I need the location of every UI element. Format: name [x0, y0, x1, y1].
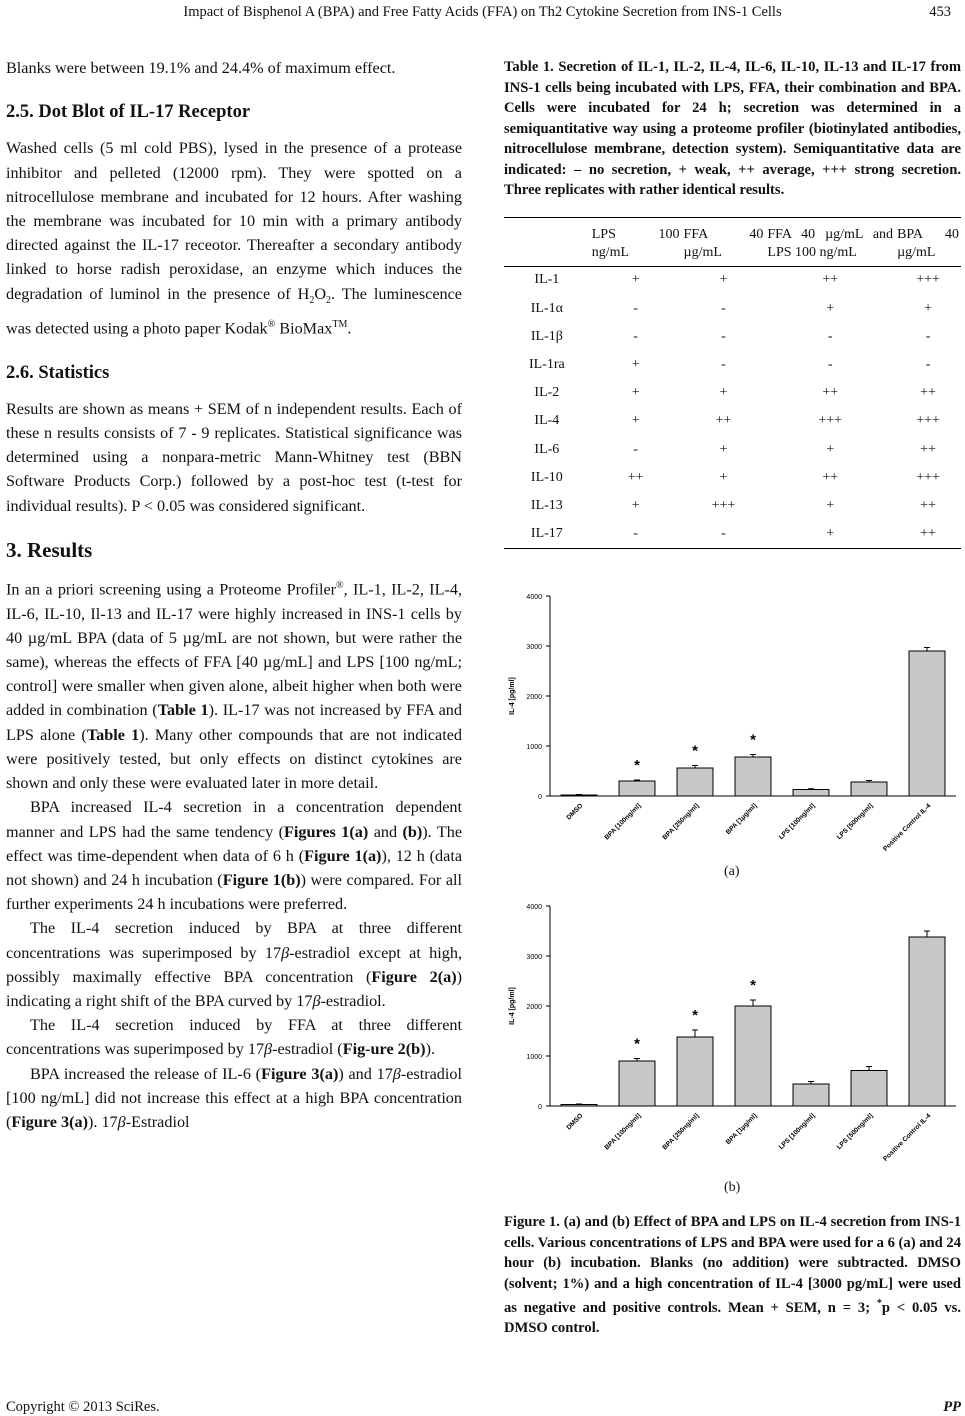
secretion-cell: + [765, 520, 895, 549]
figure-3a-ref[interactable]: Figure 3(a) [261, 1064, 339, 1083]
secretion-cell: + [631, 385, 640, 401]
y-tick-label: 3000 [526, 954, 542, 961]
secretion-cell: - [721, 300, 726, 316]
bar [561, 795, 597, 796]
bar [619, 1061, 655, 1106]
secretion-cell: + [826, 497, 835, 513]
bar [677, 768, 713, 796]
secretion-cell: - [682, 520, 766, 549]
y-tick-label: 1000 [526, 1054, 542, 1061]
figure-2b-ref[interactable]: Fig-ure 2(b) [342, 1040, 426, 1059]
secretion-cell: ++ [822, 385, 839, 401]
y-tick-label: 2000 [526, 694, 542, 701]
cytokine-cell: IL-1β [530, 328, 563, 344]
table-header-row [504, 217, 961, 266]
significance-star: * [692, 742, 698, 760]
significance-star: * [750, 977, 756, 994]
secretion-cell: + [631, 413, 640, 429]
table-header-cell: FFA 40 µg/mL [682, 217, 766, 266]
table-row [504, 520, 961, 549]
figure-1a-chart [504, 588, 961, 873]
x-tick-label: BPA [250ng/ml] [661, 1112, 701, 1152]
figure-1a-svg [504, 588, 961, 868]
bar [677, 1037, 713, 1106]
secretion-cell: - [633, 441, 638, 457]
running-header [0, 4, 965, 26]
bar [793, 1084, 829, 1106]
x-tick-label: BPA [100ng/ml] [603, 802, 643, 842]
y-axis-label: IL-4 [pg/ml] [509, 677, 516, 715]
copyright-text: Copyright © 2013 SciRes. [6, 1399, 160, 1415]
y-tick-label: 3000 [526, 644, 542, 651]
significance-star: * [634, 757, 640, 774]
table-body [504, 266, 961, 549]
results-paragraph-4: The IL-4 secretion induced by FFA at three different concentrations was superimposed by 17β-estradiol (Fig-ure 2(b)). [6, 1016, 462, 1059]
secretion-cell: + [719, 272, 728, 288]
secretion-cell: ++ [822, 272, 839, 288]
figure-1a-ref[interactable]: Figure 1(a) [304, 846, 382, 865]
table-row [504, 266, 961, 295]
x-tick-label: BPA [1µg/ml] [724, 802, 759, 837]
significance-star: * [692, 1007, 698, 1024]
table-header-cell: FFA 40 µg/mL and LPS 100 ng/mL [765, 217, 895, 266]
secretion-cell: - [925, 328, 931, 344]
section-3-heading: 3. Results [6, 537, 93, 562]
secretion-cell: +++ [818, 413, 843, 429]
significance-star: * [634, 1035, 640, 1053]
bar [851, 782, 887, 796]
secretion-cell: ++ [715, 413, 732, 429]
figure-3a-ref[interactable]: Figure 3(a) [11, 1112, 88, 1131]
bar [735, 1006, 771, 1106]
significance-star: * [750, 731, 756, 749]
table-1 [504, 217, 961, 550]
secretion-cell: - [633, 300, 638, 316]
secretion-cell: +++ [916, 469, 940, 485]
bar [793, 790, 829, 797]
footer [6, 1399, 961, 1416]
table-1-caption: Table 1. Secretion of IL-1, IL-2, IL-4, IL-6, IL-10, IL-13 and IL-17 from INS-1 cells being incubated with LPS, FFA, their combination and BPA. Cells were incubated for 24 h; secretion was determined in a semiquantitative way using a proteome profiler (biotinylated antibodies, nitrocellulose membrane, detection system). Semiquantitative data are indicated: – no secretion, + weak, ++ average, +++ strong secretion. Three replicates with rather identical results. [504, 59, 961, 198]
bar [909, 937, 945, 1106]
secretion-cell: - [633, 328, 638, 344]
secretion-cell: ++ [920, 497, 936, 513]
table-row [504, 323, 961, 351]
secretion-cell: ++ [895, 520, 961, 549]
y-tick-label: 0 [538, 1104, 542, 1111]
section-2-6-paragraph: Results are shown as means + SEM of n independent results. Each of these n results consists of 7 - 9 replicates. Statistical significance was determined using a nonpara-metric Mann-Whitney test (BBN Software Products Corp.) followed by a post-hoc test (t-test for individual results). P < 0.05 was considered significant. [6, 399, 462, 515]
cytokine-cell: IL-4 [534, 413, 560, 429]
secretion-cell: ++ [822, 469, 839, 485]
figure-2a-ref[interactable]: Figure 2(a) [371, 967, 457, 986]
figure-1b-ref[interactable]: Figure 1(b) [222, 870, 301, 889]
bar [909, 651, 945, 796]
secretion-cell: + [719, 385, 728, 401]
figure-1b-svg [504, 898, 961, 1178]
x-tick-label: LPS [500ng/ml] [835, 1112, 875, 1152]
table-header-cell [504, 217, 590, 266]
x-tick-label: BPA [100ng/ml] [603, 1112, 643, 1152]
x-tick-label: DMSO [565, 1112, 585, 1132]
journal-abbrev: PP [943, 1399, 961, 1415]
bar [561, 1105, 597, 1107]
figure-1a-label: (a) [724, 864, 740, 879]
blanks-text: Blanks were between 19.1% and 24.4% of maximum effect. [6, 59, 396, 77]
results-paragraph-1: In an a priori screening using a Proteome Profiler®, IL-1, IL-2, IL-4, IL-6, IL-10, Il-13 and IL-17 were highly increased in INS-1 cells by 40 µg/mL BPA (data of 5 µg/mL are not shown, but were rather the same), whereas the effects of FFA [40 µg/mL] and LPS [100 ng/mL; control] were smaller when given alone, albeit higher when both were added in combination (Table 1). IL-17 was not increased by FFA and LPS alone (Table 1). Many other compounds that are not indicated were positively tested, but only effects on distinct cytokines are shown and only these were evaluated later in more detail. [6, 580, 463, 793]
cytokine-cell: IL-17 [504, 520, 590, 549]
bar [851, 1071, 887, 1107]
secretion-cell: + [631, 357, 640, 373]
bar [735, 757, 771, 796]
cytokine-cell: IL-6 [534, 441, 560, 457]
secretion-cell: - [721, 328, 726, 344]
results-paragraph-3: The IL-4 secretion induced by BPA at three different concentrations was superimposed by 17β-estradiol except at high, possibly maximally effective BPA concentration (Figure 2(a)) indicating a right shift of the BPA curved by 17β-estradiol. [6, 919, 463, 1010]
secretion-cell: +++ [916, 272, 940, 288]
table-row [504, 464, 961, 492]
secretion-cell: - [827, 357, 833, 373]
table-row [504, 351, 961, 379]
secretion-cell: +++ [916, 413, 940, 429]
secretion-cell: + [826, 441, 835, 457]
secretion-cell: + [826, 300, 835, 316]
secretion-cell: + [719, 441, 728, 457]
y-tick-label: 0 [538, 794, 542, 801]
table-row [504, 436, 961, 464]
section-2-5-paragraph: Washed cells (5 ml cold PBS), lysed in the presence of a protease inhibitor and pelleted (12000 rpm). They were spotted on a nitrocellulose membrane and incubated for 12 hours. After washing the membrane was incubated for 10 min with a primary antibody directed against the IL-17 receotor. Thereafter a secondary antibody linked to horse radish peroxidase, an enzyme which induces the degradation of luminol in the presence of $H_2O_2$. The luminescence was detected using a photo paper Kodak® BioMax™. [6, 139, 462, 338]
cytokine-cell: IL-1 [534, 272, 560, 288]
figure-1a-ref[interactable]: Figures 1(a) [284, 822, 369, 841]
y-tick-label: 4000 [526, 904, 542, 911]
secretion-cell: + [631, 497, 640, 513]
figure-1b-label: (b) [724, 1180, 741, 1195]
secretion-cell: + [924, 300, 932, 316]
table-header-cell: LPS 100 ng/mL [590, 217, 682, 266]
secretion-cell: ++ [920, 385, 936, 401]
y-tick-label: 1000 [526, 744, 542, 751]
bar [619, 781, 655, 796]
secretion-cell: + [719, 469, 728, 485]
section-2-5-heading: 2.5. Dot Blot of IL-17 Receptor [6, 102, 251, 123]
secretion-cell: ++ [627, 469, 644, 485]
x-tick-label: BPA [1µg/ml] [724, 1112, 759, 1147]
page-number: 453 [929, 4, 951, 20]
cytokine-cell: IL-2 [534, 385, 560, 401]
secretion-cell: ++ [920, 441, 936, 457]
results-paragraph-2: BPA increased IL-4 secretion in a concentration dependent manner and LPS had the same tendency (Figures 1(a) and (b)). The effect was time-dependent when data of 6 h (Figure 1(a)), 12 h (data not shown) and 24 h incubation (Figure 1(b)) were compared. For all further experiments 24 h incubations were preferred. [6, 798, 463, 914]
secretion-cell: - [827, 328, 833, 344]
secretion-cell: + [631, 272, 640, 288]
cytokine-cell: IL-1ra [528, 357, 565, 373]
left-column [6, 56, 462, 1134]
table-1-ref[interactable]: Table 1 [157, 701, 209, 720]
cytokine-cell: IL-10 [530, 469, 563, 485]
table-row [504, 295, 961, 323]
table-header-cell: BPA 40 µg/mL [895, 217, 961, 266]
x-tick-label: Positive Control IL-4 [882, 1112, 933, 1163]
figure-1-caption: Figure 1. (a) and (b) Effect of BPA and LPS on IL-4 secretion from INS-1 cells. Various concentrations of LPS and BPA were used for a 6 (a) and 24 hour (b) incubation. Blanks (no addition) were subtracted. DMSO (solvent; 1%) and a high concentration of IL-4 [3000 pg/mL] were used as negative and positive controls. Mean + SEM, n = 3; *p < 0.05 vs. DMSO control. [504, 1214, 961, 1337]
secretion-cell: - [590, 520, 682, 549]
x-tick-label: LPS [100ng/ml] [777, 802, 817, 842]
y-tick-label: 2000 [526, 1004, 542, 1011]
table-row [504, 492, 961, 520]
cytokine-cell: IL-13 [530, 497, 563, 513]
right-column [504, 57, 961, 549]
results-paragraph-5: BPA increased the release of IL-6 (Figure 3(a)) and 17β-estradiol [100 ng/mL] did not increase this effect at a high BPA concentration (Figure 3(a)). 17β-Estradiol [6, 1064, 462, 1131]
table-row [504, 379, 961, 407]
x-tick-label: Positive Control IL-4 [882, 802, 933, 853]
y-tick-label: 4000 [526, 594, 542, 601]
x-tick-label: DMSO [565, 802, 585, 822]
secretion-cell: - [925, 357, 931, 373]
y-axis-label: IL-4 [pg/ml] [509, 987, 516, 1025]
figure-1b-ref[interactable]: (b) [402, 822, 423, 841]
figure-1b-chart [504, 898, 961, 1183]
cytokine-cell: IL-1α [530, 300, 563, 316]
table-1-ref[interactable]: Table 1 [86, 725, 140, 744]
section-2-6-heading: 2.6. Statistics [6, 362, 110, 383]
secretion-cell: - [721, 357, 726, 373]
x-tick-label: BPA [250ng/ml] [661, 802, 701, 842]
running-title: Impact of Bisphenol A (BPA) and Free Fatty Acids (FFA) on Th2 Cytokine Secretion from INS-1 Cells [183, 4, 782, 20]
table-row [504, 407, 961, 435]
x-tick-label: LPS [100ng/ml] [777, 1112, 817, 1152]
x-tick-label: LPS [500ng/ml] [835, 802, 875, 842]
secretion-cell: +++ [711, 497, 736, 513]
